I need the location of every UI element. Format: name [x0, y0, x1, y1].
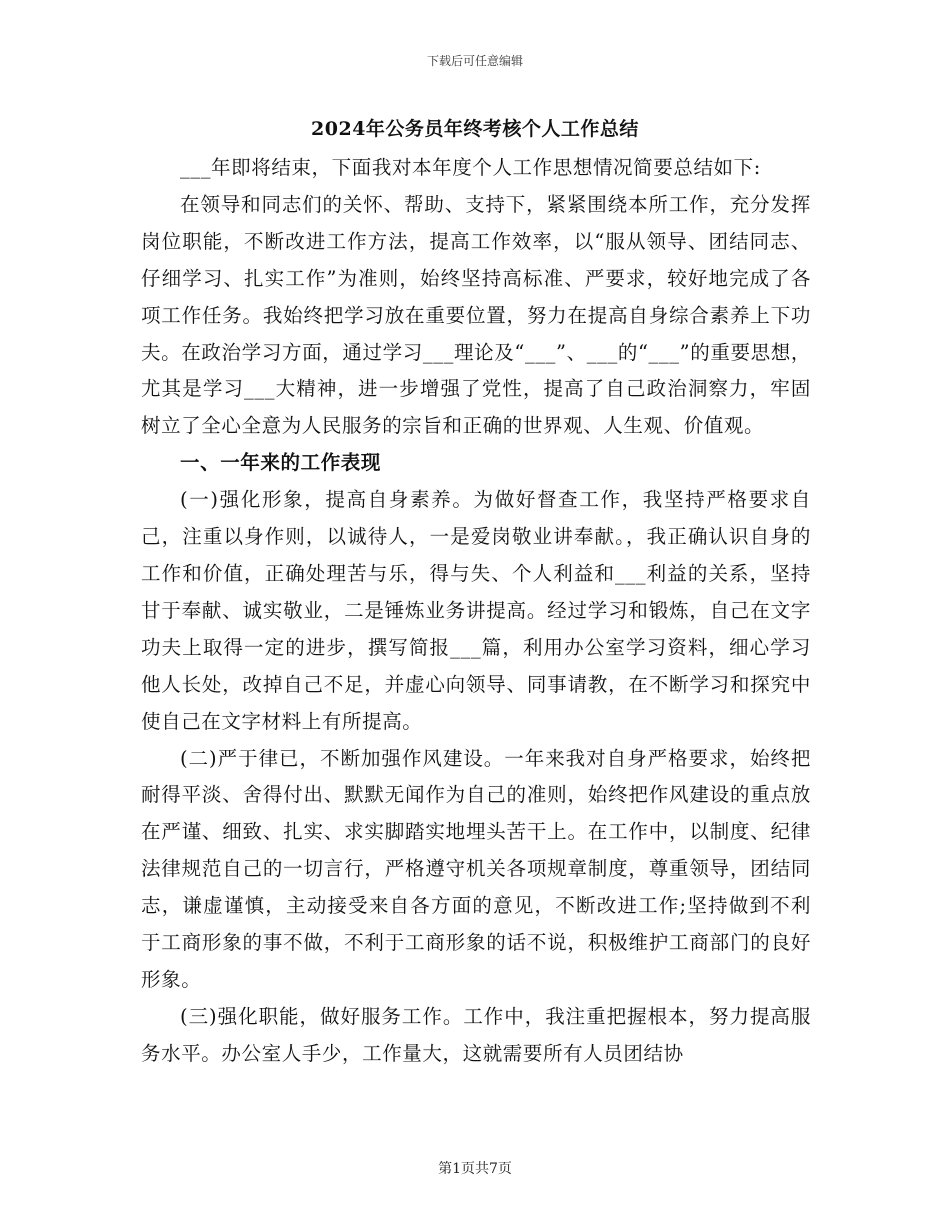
page-footer: 第1页共7页: [438, 1161, 512, 1177]
item-1-paragraph: (一)强化形象，提高自身素养。为做好督查工作，我坚持严格要求自己，注重以身作则，以诚待人，一是爱岗敬业讲奉献。，我正确认识自身的工作和价值，正确处理苦与乐，得与失、个人利益和___利益的关系，坚持甘于奉献、诚实敬业，二是锤炼业务讲提高。经过学习和锻炼，自己在文字功夫上取得一定的进步，撰写简报___篇，利用办公室学习资料，细心学习他人长处，改掉自己不足，并虚心向领导、同事请教，在不断学习和探究中使自己在文字材料上有所提高。: [141, 488, 811, 733]
document-body: [141, 150, 811, 1073]
header-note: 下载后可任意编辑: [426, 54, 523, 68]
paragraph-1: 在领导和同志们的关怀、帮助、支持下，紧紧围绕本所工作，充分发挥岗位职能，不断改进工作方法，提高工作效率，以“服从领导、团结同志、仔细学习、扎实工作”为准则，始终坚持高标准、严要求，较好地完成了各项工作任务。我始终把学习放在重要位置，努力在提高自身综合素养上下功夫。在政治学习方面，通过学习___理论及“___”、___的“___”的重要思想，尤其是学习___大精神，进一步增强了党性，提高了自己政治洞察力，牢固树立了全心全意为人民服务的宗旨和正确的世界观、人生观、价值观。: [141, 192, 811, 438]
intro-paragraph: ___年即将结束，下面我对本年度个人工作思想情况简要总结如下:: [180, 156, 761, 179]
section-1-heading: 一、一年来的工作表现: [180, 451, 382, 475]
document-title: 2024年公务员年终考核个人工作总结: [311, 118, 639, 140]
item-3-paragraph: (三)强化职能，做好服务工作。工作中，我注重把握根本，努力提高服务水平。办公室人手少，工作量大，这就需要所有人员团结协: [141, 1004, 811, 1065]
item-2-paragraph: (二)严于律已，不断加强作风建设。一年来我对自身严格要求，始终把耐得平淡、舍得付出、默默无闻作为自己的准则，始终把作风建设的重点放在严谨、细致、扎实、求实脚踏实地埋头苦干上。在工作中，以制度、纪律法律规范自己的一切言行，严格遵守机关各项规章制度，尊重领导，团结同志，谦虚谨慎，主动接受来自各方面的意见，不断改进工作;坚持做到不利于工商形象的事不做，不利于工商形象的话不说，积极维护工商部门的良好形象。: [141, 746, 811, 991]
